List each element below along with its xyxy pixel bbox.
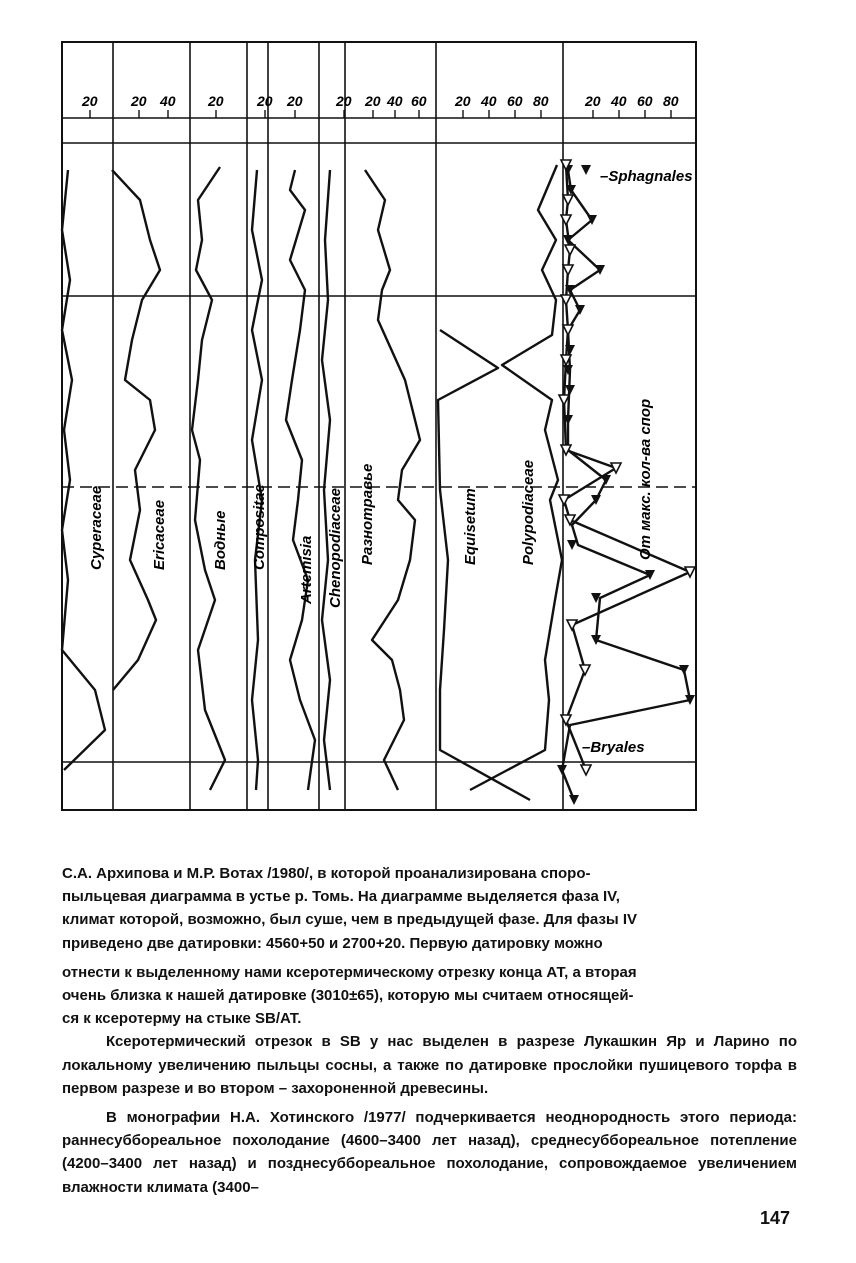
col-label-vodnye: Водные [212, 510, 229, 570]
text-line: приведено две датировки: 4560+50 и 2700+20. Первую датировку можно [62, 934, 603, 952]
label-bryales: –Bryales [582, 739, 645, 756]
body-text [62, 862, 797, 1199]
bryales-marker [563, 325, 573, 335]
column-separators [113, 42, 563, 810]
sphagnales-marker [575, 305, 585, 315]
paragraph-2: Ксеротермический отрезок в SB у нас выделен в разрезе Лукашкин Яр и Ларино по локальному увеличению пыльцы сосны, а также по датировке прослойки пушицевого торфа в первом разрезе и во втором – захороненной древесины. [62, 1033, 797, 1097]
curve-chenopodiaceae [322, 170, 330, 790]
page-number: 147 [759, 1208, 790, 1228]
curve-polypodiaceae [470, 165, 562, 790]
curve-equisetum [438, 330, 530, 800]
col-label-compositae: Compositae [251, 484, 268, 570]
paragraph-1 [62, 862, 797, 1030]
tick-label: 80 [663, 93, 679, 109]
tick-marks [90, 110, 671, 118]
tick-label: 40 [160, 93, 176, 109]
text-line: отнести к выделенному нами ксеротермическому отрезку конца АТ, а вторая [62, 963, 637, 981]
tick-label: 20 [336, 93, 352, 109]
bryales-marker [581, 765, 591, 775]
col-label-ericaceae: Ericaceae [151, 499, 168, 570]
tick-label: 60 [411, 93, 427, 109]
tick-label: 20 [365, 93, 381, 109]
col-label-cyperaceae: Cyperaceae [88, 485, 105, 570]
col-label-equisetum: Equisetum [462, 488, 479, 565]
curve-cyperaceae [62, 170, 105, 770]
bryales-marker [685, 567, 695, 577]
tick-label: 20 [455, 93, 471, 109]
bryales-marker [580, 665, 590, 675]
tick-label: 40 [481, 93, 497, 109]
bryales-marker [563, 195, 573, 205]
col-label-polypodiaceae: Polypodiaceae [520, 459, 537, 565]
tick-label: 20 [131, 93, 147, 109]
curve-compositae [252, 170, 262, 790]
diagram-frame [62, 42, 696, 810]
sphagnales-marker [557, 765, 567, 775]
text-line: климат которой, возможно, был суше, чем в предыдущей фазе. Для фазы IV [62, 911, 638, 929]
curve-artemisia [286, 170, 315, 790]
sphagnales-marker [645, 570, 655, 580]
tick-label: 80 [533, 93, 549, 109]
sphagnales-marker [569, 795, 579, 805]
col-label-raznotravye: Разнотравье [359, 463, 376, 565]
tick-label: 40 [387, 93, 403, 109]
axis-ticks [81, 93, 679, 109]
bryales-marker [565, 245, 575, 255]
bryales-marker [567, 620, 577, 630]
text-line: С.А. Архипова и М.Р. Вотах /1980/, в которой проанализирована споро- [62, 865, 591, 882]
tick-label: 20 [287, 93, 303, 109]
col-label-artemisia: Artemisia [298, 535, 315, 604]
tick-label: 60 [637, 93, 653, 109]
tick-label: 20 [82, 93, 98, 109]
sphagnales-marker [565, 385, 575, 395]
tick-label: 40 [611, 93, 627, 109]
sphagnales-marker [567, 540, 577, 550]
bryales-marker [563, 265, 573, 275]
tick-label: 20 [585, 93, 601, 109]
tick-label: 20 [257, 93, 273, 109]
annotation-max-spores: От макс. кол-ва спор [637, 398, 654, 560]
sphagnales-series [557, 165, 695, 805]
col-label-chenopodiaceae: Chenopodiaceae [327, 487, 344, 608]
text-line: ся к ксеротерму на стыке SB/AT. [62, 1010, 302, 1028]
sphagnales-marker [581, 165, 591, 175]
label-sphagnales: –Sphagnales [600, 168, 693, 185]
tick-label: 60 [507, 93, 523, 109]
bryales-marker [559, 495, 569, 505]
curve-ericaceae [112, 170, 160, 690]
curve-vodnye [192, 167, 225, 790]
text-line: очень близка к нашей датировке (3010±65), которую мы считаем относящей- [62, 987, 634, 1005]
tick-label: 20 [208, 93, 224, 109]
text-line: пыльцевая диаграмма в устье р. Томь. На диаграмме выделяется фаза IV, [62, 888, 620, 906]
paragraph-3: В монографии Н.А. Хотинского /1977/ подчеркивается неоднородность этого периода: раннесуббореальное похолодание (4600–3400 лет назад), среднесуббореальное потепление (4200–3400 лет назад) и позднесуббореальное похолодание, сопровождаемое увеличением влажности климата (3400– [62, 1109, 797, 1196]
